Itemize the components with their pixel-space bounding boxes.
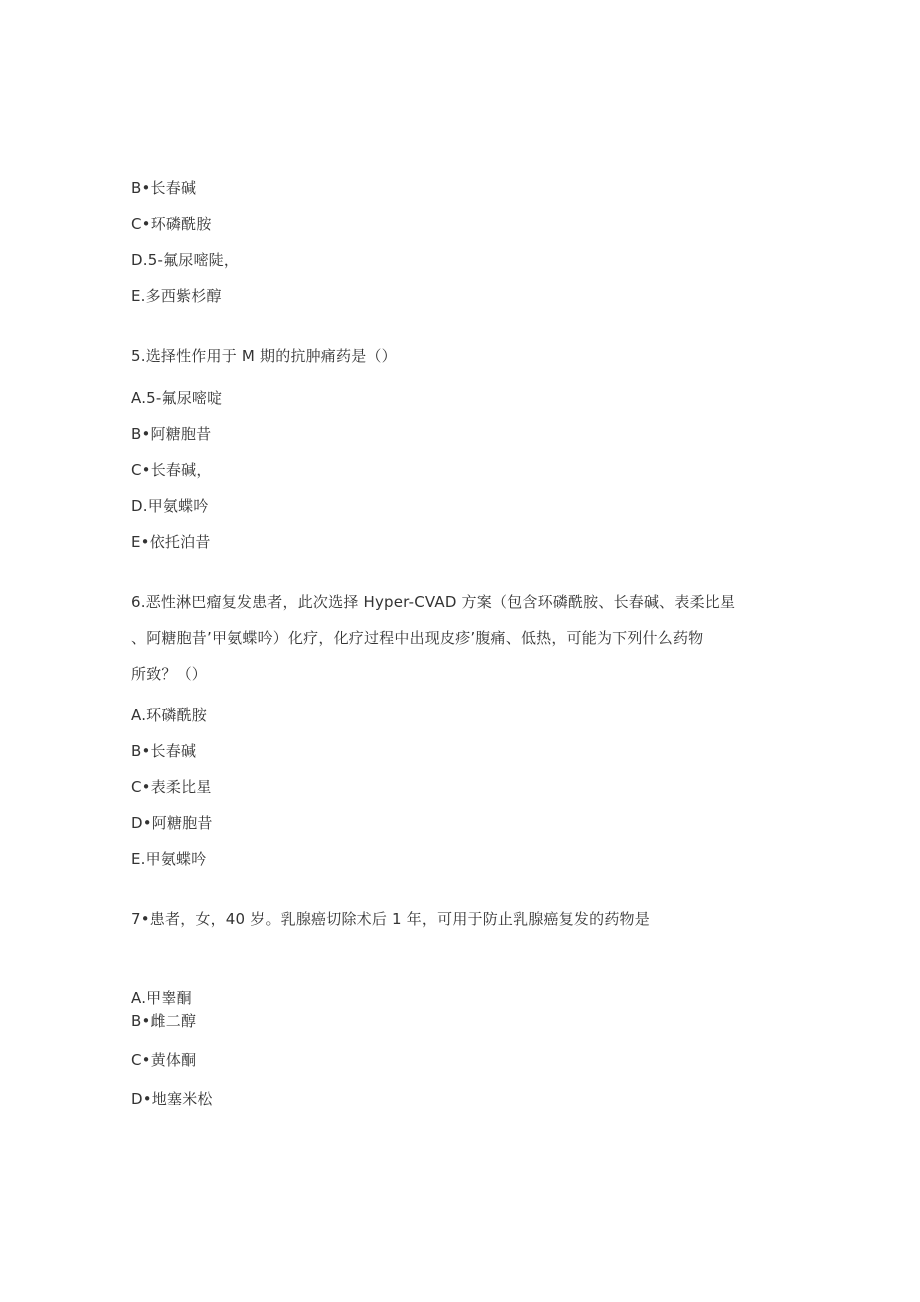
q7-option-a: A.甲睾酮 bbox=[131, 989, 192, 1007]
q6-option-c: C•表柔比星 bbox=[131, 778, 212, 796]
q6-option-a: A.环磷酰胺 bbox=[131, 706, 207, 724]
q5-option-d: D.甲氨蝶吟 bbox=[131, 497, 209, 515]
q7-question: 7•患者，女，40 岁。乳腺癌切除术后 1 年，可用于防止乳腺癌复发的药物是 bbox=[131, 910, 650, 928]
q6-option-b: B•长春碱 bbox=[131, 742, 197, 760]
q6-question bbox=[131, 584, 791, 692]
q7-option-d: D•地塞米松 bbox=[131, 1090, 213, 1108]
q5-option-b: B•阿糖胞昔 bbox=[131, 425, 212, 443]
q5-option-a: A.5-氟尿嘧啶 bbox=[131, 389, 223, 407]
q6-question-line-1: 6.恶性淋巴瘤复发患者，此次选择 Hyper-CVAD 方案（包含环磷酰胺、长春碱、表柔比星 bbox=[131, 593, 736, 611]
q5-question: 5.选择性作用于 M 期的抗肿痛药是（） bbox=[131, 347, 397, 365]
q5-option-e: E•依托泊昔 bbox=[131, 533, 211, 551]
q7-option-b: B•雌二醇 bbox=[131, 1012, 197, 1030]
q6-option-e: E.甲氨蝶吟 bbox=[131, 850, 207, 868]
q6-question-line-3: 所致？（） bbox=[131, 665, 208, 683]
q4-option-c: C•环磷酰胺 bbox=[131, 215, 212, 233]
q7-option-c: C•黄体酮 bbox=[131, 1051, 197, 1069]
q4-option-e: E.多西紫杉醇 bbox=[131, 287, 222, 305]
q5-option-c: C•长春碱， bbox=[131, 461, 212, 479]
q4-option-b: B•长春碱 bbox=[131, 179, 197, 197]
q6-option-d: D•阿糖胞昔 bbox=[131, 814, 213, 832]
q4-option-d: D.5-氟尿嘧陡， bbox=[131, 251, 240, 269]
q6-question-line-2: 、阿糖胞昔’甲氨蝶吟）化疗，化疗过程中出现皮疹’腹痛、低热，可能为下列什么药物 bbox=[131, 629, 704, 647]
